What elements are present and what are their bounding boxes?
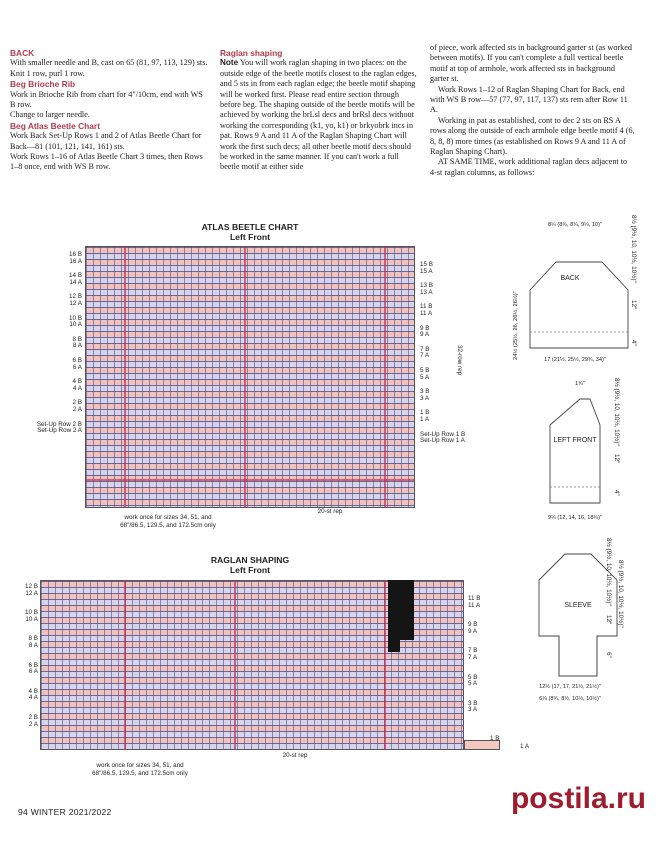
column-2 [220, 48, 420, 173]
column-1 [10, 48, 210, 173]
c1-r-8: 7 B [420, 345, 430, 353]
c2-l-0: 12 B [25, 583, 38, 590]
c1-r-6: 9 B [420, 324, 430, 332]
c1-r-13: 3 A [420, 394, 430, 402]
note-label: Note [220, 58, 239, 68]
heading-brioche: Beg Brioche Rib [10, 79, 76, 90]
c2-r-3: 9 A [468, 627, 478, 635]
chart1-32row-rep: 32-row rep [456, 345, 463, 376]
watermark: postila.ru [510, 782, 646, 815]
c1-r-15: 1 A [420, 415, 430, 423]
c2-r-9: 3 A [468, 706, 478, 714]
chart2-subtitle: Left Front [229, 565, 271, 575]
c1-r-9: 7 A [420, 352, 430, 360]
sleeve-side: 8½ (9½, 10, 10½, 10½)" [617, 560, 624, 628]
c1-r-3: 13 A [420, 288, 433, 296]
chart2-20st-rep: 20-st rep [282, 752, 308, 759]
sleeve-cuff: 6¼ (8¾, 8½, 10½, 10½)" [539, 696, 601, 702]
c1-l-5: 12 A [69, 299, 82, 307]
chart1-title-text: ATLAS BEETLE CHART [201, 222, 299, 232]
c1-l-17: Set-Up Row 2 A [37, 427, 82, 435]
c1-r-10: 5 B [420, 366, 430, 374]
c1-r-1: 15 A [420, 267, 433, 275]
back-text-2: Knit 1 row, purl 1 row. [10, 68, 85, 78]
chart2-work-once: work once for sizes 34, 51, and 68"/86.5, 129.5, and 172.5cm only [92, 762, 188, 777]
c2-l-5: 8 A [28, 641, 38, 649]
c1-l-3: 14 A [69, 278, 82, 286]
c1-r-14: 1 B [420, 409, 430, 417]
sleeve-top: 8½ (9½, 10, 10½, 10½)" [605, 538, 612, 606]
c1-r-0: 15 B [420, 261, 433, 268]
c2-l-7: 6 A [28, 668, 38, 676]
c1-r-7: 9 A [420, 331, 430, 339]
c2-l-9: 4 A [28, 694, 38, 702]
c2-r-1: 11 A [468, 601, 481, 609]
chart1-work-once: work once for sizes 34, 51, and 68"/86.5, 129.5, and 172.5cm only [120, 514, 216, 529]
c2-r-5: 7 A [468, 653, 478, 661]
c2-r-8: 3 B [468, 699, 478, 707]
sleeve-width: 12½ (17, 17, 21½, 21½)" [539, 684, 601, 690]
c1-l-13: 4 A [72, 384, 82, 392]
chart1-overlay [85, 246, 415, 508]
back-rib: 4" [630, 340, 637, 346]
brioche-text: Work in Brioche Rib from chart for 4"/10cm, end with WS B row. [10, 89, 203, 110]
c2-l-6: 6 B [28, 661, 38, 669]
c1-r-11: 5 A [420, 373, 430, 381]
heading-atlas: Beg Atlas Beetle Chart [10, 120, 100, 131]
c2-l-11: 2 A [28, 720, 38, 728]
c1-l-4: 12 B [69, 293, 82, 301]
c1-l-10: 6 B [72, 356, 82, 364]
c2-l-4: 8 B [28, 635, 38, 643]
col3-text-2: Work Rows 1–12 of Raglan Shaping Chart for Back, end with WS B row—57 (77, 97, 117, 137) sts rem after Row 11 A. [430, 84, 628, 115]
c1-l-16: Set-Up Row 2 B [36, 420, 82, 428]
front-width: 9¼ (12, 14, 16, 18¼)" [548, 515, 602, 521]
c1-r-2: 13 B [420, 282, 433, 290]
c1-l-0: 16 B [69, 251, 82, 258]
back-top: 8¼ (8¾, 8¾, 9¼, 10)" [548, 222, 602, 228]
back-total: 24½ (25½, 26, 26½, 26½)" [513, 291, 519, 360]
front-rib: 4" [613, 490, 620, 496]
column-3 [430, 43, 635, 178]
schematic-back [520, 228, 660, 378]
c1-l-12: 4 B [72, 378, 82, 386]
c2-r-0: 11 B [468, 595, 481, 602]
chart1-left-labels [0, 252, 82, 435]
chart2-left-labels [0, 584, 38, 728]
c1-l-1: 16 A [69, 257, 82, 265]
front-top: 1¾" [575, 381, 585, 387]
c1-l-14: 2 B [72, 399, 82, 407]
c1-r-17: Set-Up Row 1 A [420, 437, 465, 445]
c2-l-8: 4 B [28, 687, 38, 695]
c1-l-9: 8 A [72, 342, 82, 350]
back-width: 17 (21½, 25½, 29¾, 34)" [544, 357, 606, 363]
front-side: 8½ (9½, 10, 10½, 10½)" [613, 378, 620, 446]
sleeve-rib: 6" [605, 652, 612, 658]
chart1-20st-rep: 20-st rep [317, 508, 343, 515]
atlas-text-2: Work Rows 1–16 of Atlas Beetle Chart 3 times, then Rows 1–8 once, end with WS B row. [10, 152, 203, 172]
note-text [220, 58, 420, 172]
back-label: BACK [560, 275, 580, 282]
heading-back: BACK [10, 48, 35, 58]
chart2-right-labels [468, 596, 481, 714]
c2-r-7: 5 A [468, 680, 478, 688]
c1-l-7: 10 A [69, 321, 82, 329]
c2-r-6: 5 B [468, 673, 478, 681]
col3-text-3: Working in pat as established, cont to dec 2 sts on RS A rows along the outside of each armhole edge beetle motif 4 (6, 8, 8, 8) more times (as established on Rows 9 A and 11 A of Raglan Shaping Chart). [430, 115, 635, 157]
chart2-title [85, 555, 415, 575]
col3-text-4: AT SAME TIME, work additional raglan decs adjacent to 4-st raglan columns, as follows: [430, 157, 628, 177]
chart1-subtitle: Left Front [229, 232, 271, 242]
c2-r-4: 7 B [468, 647, 478, 655]
c1-l-6: 10 B [69, 314, 82, 322]
c2-r-11: 1 A [520, 743, 530, 750]
front-body: 12" [613, 454, 620, 464]
back-body: 12" [630, 300, 637, 310]
chart2-title-text: RAGLAN SHAPING [210, 555, 290, 565]
c1-r-4: 11 B [420, 303, 433, 311]
c1-r-12: 3 B [420, 388, 430, 396]
c2-r-10: 1 B [490, 735, 500, 742]
brioche-text-2: Change to larger needle. [10, 110, 90, 120]
c2-l-2: 10 B [25, 609, 38, 617]
page-footer: 94 WINTER 2021/2022 [18, 807, 112, 817]
c2-r-2: 9 B [468, 621, 478, 629]
c1-l-2: 14 B [69, 272, 82, 280]
c1-l-15: 2 A [72, 405, 82, 413]
c2-l-10: 2 B [28, 713, 38, 721]
back-text: With smaller needle and B, cast on 65 (81, 97, 113, 129) sts. [10, 58, 208, 68]
note-body: You will work raglan shaping in two places: on the outside edge of the beetle motifs closest to the raglan edges, and 5 sts in from each raglan edge; the beetle motif shaping will be worked first. Please read entire section through before beg. The shaping outside of the beetle motifs will be achieved by working the brLsl decs and brRsl decs without working the corresponding (k1, yo, k1) or brkyobrk incs in pat. Rows 9 A and 11 A of the Raglan Shaping Chart will work the first such decs; all other beetle motif decs should be worked in the same manner. If you can't work a full beetle motif at either side [220, 58, 417, 172]
c2-l-1: 12 A [25, 589, 38, 597]
sleeve-body: 12" [605, 615, 612, 625]
col3-text-1: of piece, work affected sts in background garter st (as worked between motifs). If you can't complete a full vertical beetle motif at top of armhole, work affected sts in background garter st. [430, 43, 632, 84]
heading-raglan: Raglan shaping [220, 48, 283, 58]
chart1-title [85, 222, 415, 242]
atlas-text: Work Back Set-Up Rows 1 and 2 of Atlas Beetle Chart for Back—81 (101, 121, 141, 161) sts. [10, 131, 202, 151]
c1-l-8: 8 B [72, 335, 82, 343]
c1-r-5: 11 A [420, 309, 433, 317]
chart2-overlay [40, 580, 510, 750]
back-side: 8½ (9½, 10, 10½, 10½)" [630, 215, 637, 283]
front-label: LEFT FRONT [553, 437, 597, 444]
c2-l-3: 10 A [25, 615, 38, 623]
c1-l-11: 6 A [72, 363, 82, 371]
sleeve-label: SLEEVE [564, 602, 592, 609]
c1-r-16: Set-Up Row 1 B [420, 430, 466, 438]
